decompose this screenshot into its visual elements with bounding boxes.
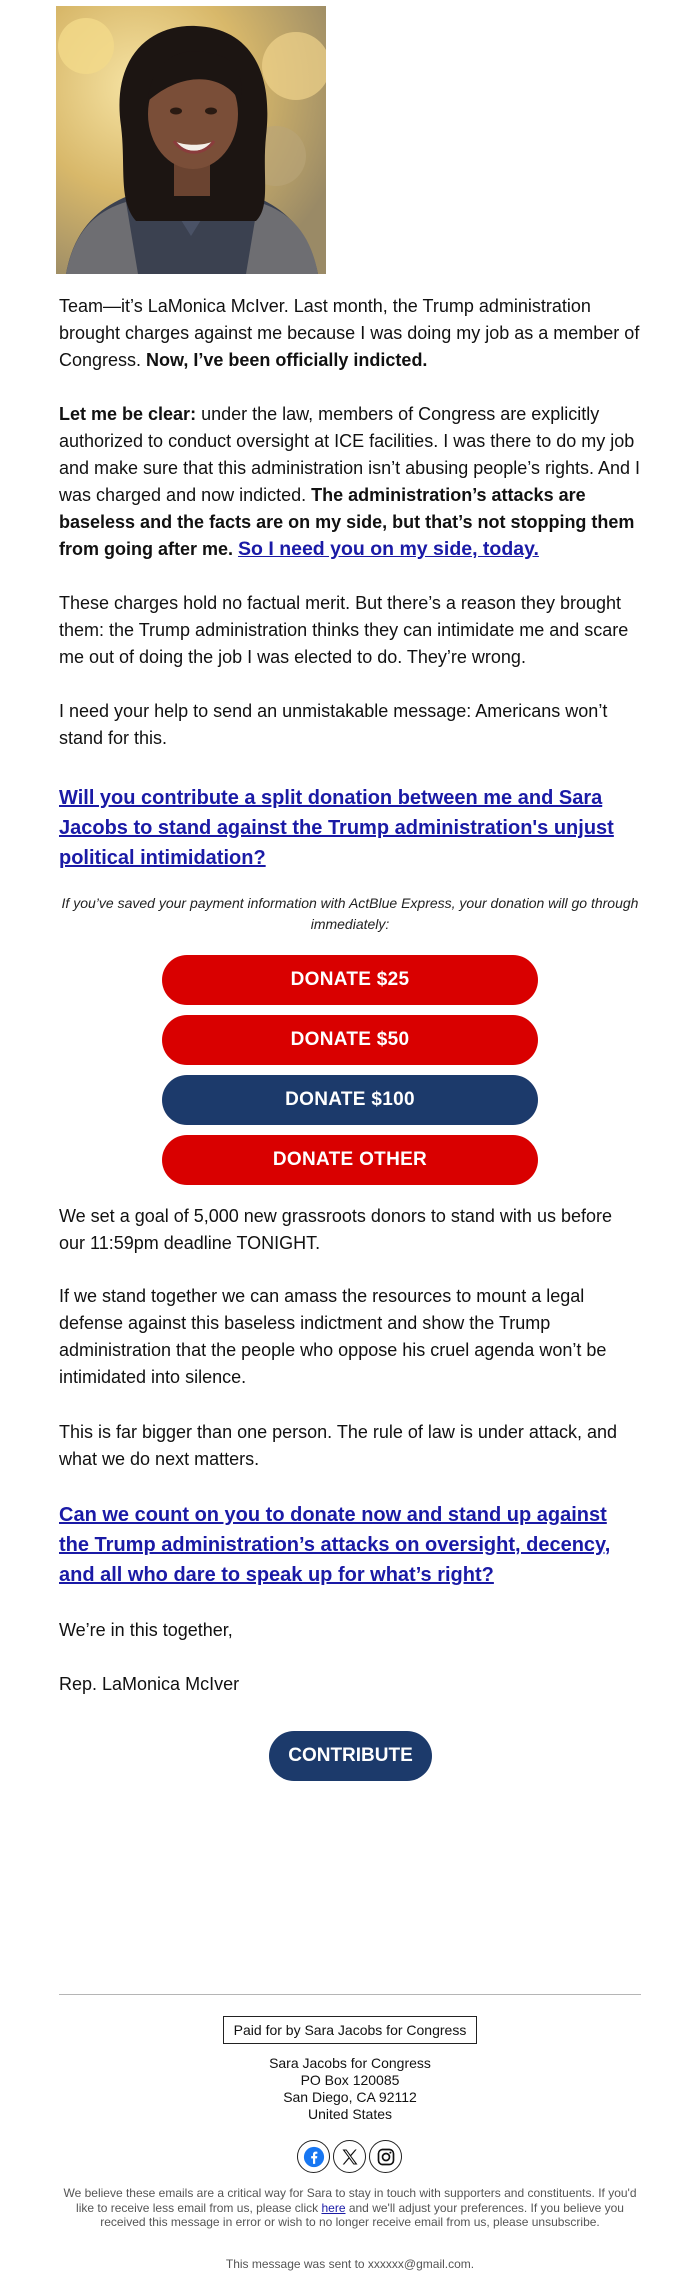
fine-text-before: We believe these emails are a critical way for Sara to stay in touch with supporters and constituents. If you'd like to receive less email from us, please click [63, 2186, 637, 2215]
preferences-link[interactable]: here [321, 2200, 346, 2215]
donate-other-button[interactable]: DONATE OTHER [162, 1135, 538, 1185]
donate-50-button[interactable]: DONATE $50 [162, 1015, 538, 1065]
goal-paragraph: We set a goal of 5,000 new grassroots donors to stand with us before our 11:59pm deadline TONIGHT. [59, 1206, 612, 1253]
address-line-1: Sara Jacobs for Congress [269, 2055, 431, 2071]
facebook-icon[interactable] [297, 2140, 330, 2173]
mailing-address [59, 2055, 641, 2123]
sent-to-notice: This message was sent to xxxxxx@gmail.com. [225, 2257, 475, 2271]
address-line-4: United States [307, 2106, 393, 2122]
actblue-express-note: If you’ve saved your payment information with ActBlue Express, your donation will go through immediately: [61, 895, 639, 932]
signature: Rep. LaMonica McIver [59, 1674, 240, 1694]
clear-bold: The administration’s attacks are baseless and the facts are on my side, but that’s not stopping them from going after me. [59, 485, 635, 559]
clear-body: under the law, members of Congress are explicitly authorized to conduct oversight at ICE facilities. I was there to do my job and make sure that this administration isn’t abusing people’s rights. And I was charged and now indicted. [59, 404, 641, 505]
footer-divider [59, 1994, 641, 1995]
address-line-2: PO Box 120085 [300, 2072, 400, 2088]
split-donation-link[interactable]: Will you contribute a split donation between me and Sara Jacobs to stand against the Trump administration's unjust political intimidation? [59, 787, 614, 869]
fine-text-after: and we'll adjust your preferences. If you believe you received this message in error or wish to no longer receive email from us, please unsubscribe. [100, 2200, 624, 2229]
on-my-side-link[interactable]: So I need you on my side, today. [238, 538, 539, 560]
donate-25-button[interactable]: DONATE $25 [162, 955, 538, 1005]
clear-lead: Let me be clear: [59, 404, 197, 424]
signoff: We’re in this together, [59, 1620, 233, 1640]
together-paragraph: If we stand together we can amass the resources to mount a legal defense against this baseless indictment and show the Trump administration that the people who oppose his cruel agenda won’t be intimidated into silence. [59, 1286, 607, 1387]
intro-bold: Now, I’ve been officially indicted. [146, 350, 428, 370]
intro-paragraph [59, 293, 641, 374]
intro-text: Team—it’s LaMonica McIver. Last month, the Trump administration brought charges against me because I was doing my job as a member of Congress. [59, 296, 640, 370]
split-donation-cta [59, 783, 641, 873]
donate-100-button[interactable]: DONATE $100 [162, 1075, 538, 1125]
unsubscribe-notice [59, 2186, 641, 2230]
charges-paragraph: These charges hold no factual merit. But there’s a reason they brought them: the Trump administration thinks they can intimidate me and scare me out of doing the job I was elected to do. They’re wrong. [59, 593, 629, 667]
let-me-be-clear-paragraph [59, 401, 641, 563]
paid-for-box: Paid for by Sara Jacobs for Congress [223, 2016, 477, 2044]
count-on-you-cta [59, 1500, 641, 1590]
contribute-button[interactable]: CONTRIBUTE [269, 1731, 432, 1781]
x-icon[interactable] [333, 2140, 366, 2173]
count-on-you-link[interactable]: Can we count on you to donate now and stand up against the Trump administration’s attacks on oversight, decency, and all who dare to speak up for what’s right? [59, 1504, 611, 1586]
social-links [297, 2140, 402, 2173]
help-paragraph: I need your help to send an unmistakable message: Americans won’t stand for this. [59, 701, 608, 748]
address-line-3: San Diego, CA 92112 [283, 2089, 417, 2105]
bigger-paragraph: This is far bigger than one person. The rule of law is under attack, and what we do next matters. [59, 1422, 617, 1469]
instagram-icon[interactable] [369, 2140, 402, 2173]
candidate-photo [56, 6, 326, 274]
